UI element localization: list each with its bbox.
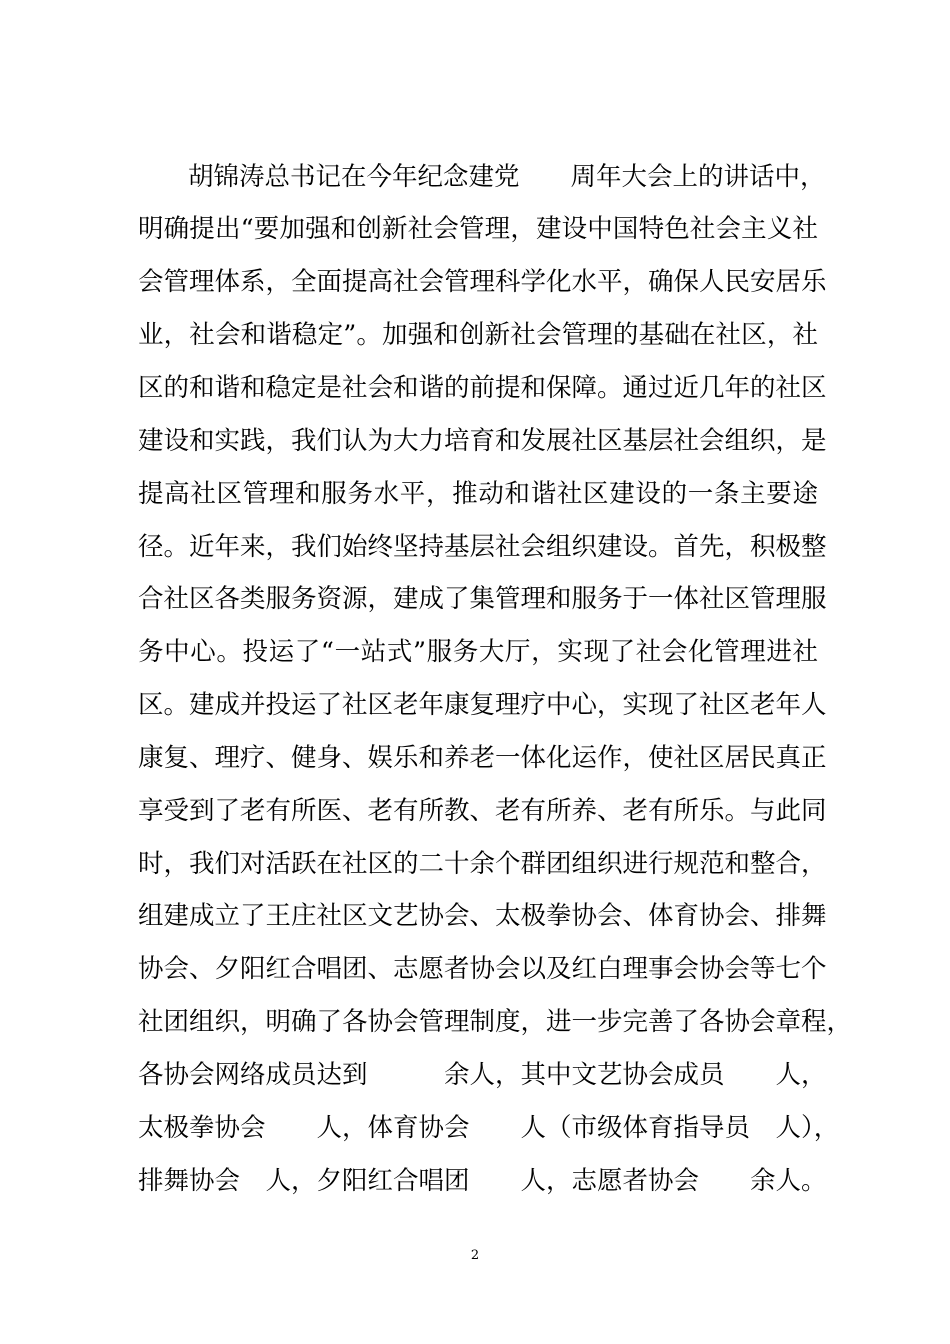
paragraph-line: 排舞协会 人，夕阳红合唱团 人，志愿者协会 余人。 — [138, 1166, 827, 1196]
paragraph-line: 建设和实践，我们认为大力培育和发展社区基层社会组织，是 — [138, 426, 827, 456]
paragraph-line: 明确提出“要加强和创新社会管理，建设中国特色社会主义社 — [138, 214, 818, 244]
paragraph-line: 会管理体系，全面提高社会管理科学化水平，确保人民安居乐 — [138, 267, 827, 297]
paragraph-line: 区。建成并投运了社区老年康复理疗中心，实现了社区老年人 — [138, 690, 827, 720]
paragraph-line: 时，我们对活跃在社区的二十余个群团组织进行规范和整合， — [138, 849, 827, 879]
paragraph-line: 区的和谐和稳定是社会和谐的前提和保障。通过近几年的社区 — [138, 373, 827, 403]
paragraph-line: 胡锦涛总书记在今年纪念建党 周年大会上的讲话中， — [188, 162, 826, 192]
paragraph-line: 康复、理疗、健身、娱乐和养老一体化运作，使社区居民真正 — [138, 743, 827, 773]
paragraph-line: 各协会网络成员达到 余人，其中文艺协会成员 人， — [138, 1060, 827, 1090]
page-number: 2 — [470, 1248, 480, 1263]
paragraph-line: 社团组织，明确了各协会管理制度，进一步完善了各协会章程， — [138, 1007, 853, 1037]
paragraph-line: 径。近年来，我们始终坚持基层社会组织建设。首先，积极整 — [138, 532, 827, 562]
paragraph-line: 太极拳协会 人，体育协会 人（市级体育指导员 人）， — [138, 1113, 840, 1143]
paragraph-line: 合社区各类服务资源，建成了集管理和服务于一体社区管理服 — [138, 584, 827, 614]
paragraph-line: 业，社会和谐稳定”。加强和创新社会管理的基础在社区，社 — [138, 320, 818, 350]
paragraph-line: 提高社区管理和服务水平，推动和谐社区建设的一条主要途 — [138, 479, 818, 509]
paragraph-line: 务中心。投运了“一站式”服务大厅，实现了社会化管理进社 — [138, 637, 818, 667]
paragraph-line: 享受到了老有所医、老有所教、老有所养、老有所乐。与此同 — [138, 796, 827, 826]
paragraph-line: 协会、夕阳红合唱团、志愿者协会以及红白理事会协会等七个 — [138, 954, 827, 984]
paragraph-line: 组建成立了王庄社区文艺协会、太极拳协会、体育协会、排舞 — [138, 901, 827, 931]
